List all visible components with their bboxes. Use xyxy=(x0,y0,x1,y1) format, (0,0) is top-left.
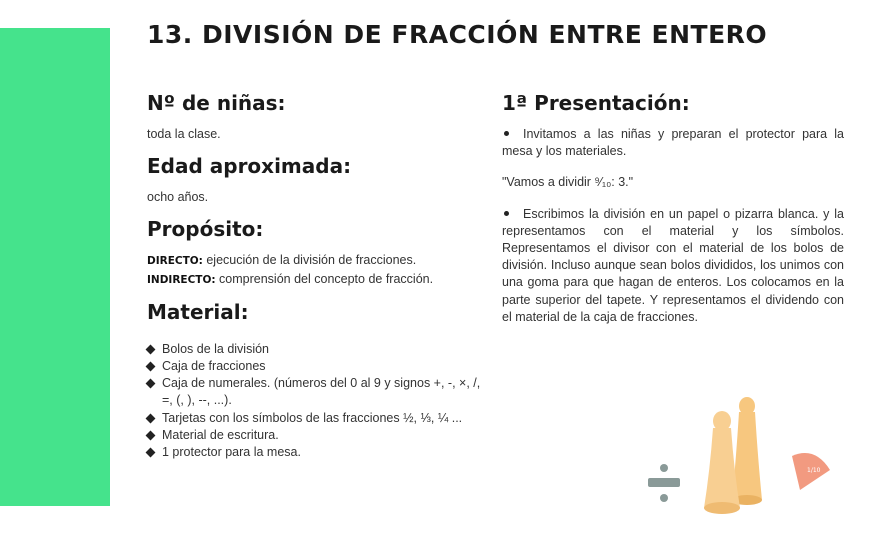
proposito-heading: Propósito: xyxy=(147,217,264,242)
list-item: Caja de numerales. (números del 0 al 9 y signos +, -, ×, /, =, (, ), --, ...). xyxy=(147,375,487,409)
material-list xyxy=(147,341,487,461)
material-heading: Material: xyxy=(147,299,249,324)
diamond-bullet-icon xyxy=(146,379,156,389)
diamond-bullet-icon xyxy=(146,430,156,440)
bullet-dot-icon xyxy=(504,131,509,136)
list-item: 1 protector para la mesa. xyxy=(147,444,487,461)
paragraph-2: Escribimos la división en un papel o pizarra blanca. y la representamos con el material y los símbolos. Representamos el divisor con el material de los bolos de división. Incluso aunque sean bolos divididos, los unimos con una goma para que hagan de enteros. Los colocamos en la parte superior del tapete. Y representamos el dividendo con el material de la caja de fracciones. xyxy=(502,206,844,324)
svg-text:1/10: 1/10 xyxy=(807,467,821,474)
diamond-bullet-icon xyxy=(146,448,156,458)
quote: "Vamos a dividir ⁹⁄₁₀: 3." xyxy=(502,175,634,190)
list-item: Caja de fracciones xyxy=(147,358,487,375)
accent-bar xyxy=(0,28,110,506)
ninas-text: toda la clase. xyxy=(147,127,221,141)
directo-line xyxy=(147,252,487,270)
diamond-bullet-icon xyxy=(146,362,156,372)
list-item: Bolos de la división xyxy=(147,341,487,358)
paragraph-1: Invitamos a las niñas y preparan el protector para la mesa y los materiales. xyxy=(502,127,844,159)
edad-heading: Edad aproximada: xyxy=(147,154,352,179)
diamond-bullet-icon xyxy=(146,413,156,423)
ninas-heading: Nº de niñas: xyxy=(147,91,286,115)
list-item: Material de escritura. xyxy=(147,427,487,444)
edad-text: ocho años. xyxy=(147,190,209,205)
indirecto-line xyxy=(147,271,487,289)
bullet-dot-icon xyxy=(504,211,509,216)
left-column xyxy=(147,88,487,461)
division-materials-icon xyxy=(640,390,840,520)
right-column xyxy=(502,88,844,326)
indirecto-label: INDIRECTO: xyxy=(147,273,216,286)
presentacion-heading: 1ª Presentación: xyxy=(502,91,690,115)
list-item: Tarjetas con los símbolos de las fracciones ½, ⅓, ¼ ... xyxy=(147,410,487,427)
directo-text: ejecución de la división de fracciones. xyxy=(202,253,417,268)
page-title: 13. DIVISIÓN DE FRACCIÓN ENTRE ENTERO xyxy=(147,20,768,49)
indirecto-text: comprensión del concepto de fracción. xyxy=(215,271,434,286)
diamond-bullet-icon xyxy=(146,344,156,354)
directo-label: DIRECTO: xyxy=(147,255,203,268)
